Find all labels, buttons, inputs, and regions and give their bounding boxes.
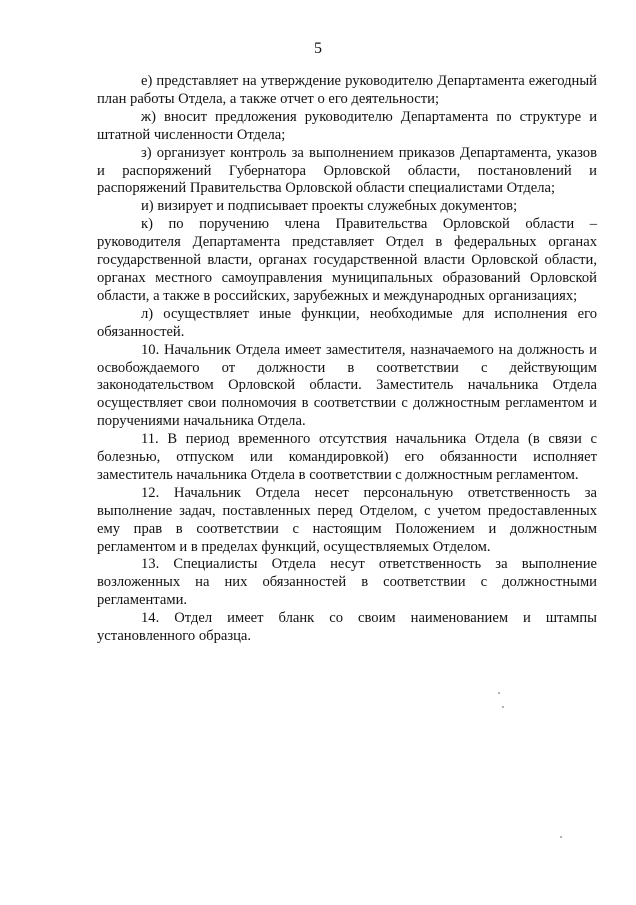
paragraph-10: 10. Начальник Отдела имеет заместителя, назначаемого на должность и освобождаемого от должности в соответствии с действующим законодательством Орловской области. Заместитель начальника Отдела осуществляет свои полномочия в соответствии с должностным регламентом и поручениями начальника Отдела. bbox=[97, 341, 597, 430]
paragraph-14: 14. Отдел имеет бланк со своим наименованием и штампы установленного образца. bbox=[97, 610, 597, 645]
paragraph-k: к) по поручению члена Правительства Орловской области – руководителя Департамента представляет Отдел в федеральных органах государственной власти, органах государственной власти Орловской области, органах местного самоуправления муниципальных образований Орловской области, а также в российских, зарубежных и международных организациях; bbox=[97, 216, 597, 304]
scan-speck bbox=[498, 692, 500, 694]
paragraph-l: л) осуществляет иные функции, необходимые для исполнения его обязанностей. bbox=[97, 305, 597, 340]
paragraph-11: 11. В период временного отсутствия начальника Отдела (в связи с болезнью, отпуском или командировкой) его обязанности исполняет заместитель начальника Отдела в соответствии с должностным регламентом. bbox=[97, 431, 597, 483]
scan-speck bbox=[502, 706, 504, 708]
page-number: 5 bbox=[314, 40, 322, 57]
paragraph-13: 13. Специалисты Отдела несут ответственность за выполнение возложенных на них обязанностей в соответствии с должностными регламентами. bbox=[97, 556, 597, 609]
paragraph-12: 12. Начальник Отдела несет персональную ответственность за выполнение задач, поставленных перед Отделом, с учетом предоставленных ему прав в соответствии с настоящим Положением и должностным регламентом и в пределах функций, осуществляемых Отделом. bbox=[97, 484, 597, 555]
paragraph-zh: ж) вносит предложения руководителю Департамента по структуре и штатной численности Отдела; bbox=[97, 108, 597, 143]
paragraph-z: з) организует контроль за выполнением приказов Департамента, указов и распоряжений Губернатора Орловской области, постановлений и распоряжений Правительства Орловской области специалистами Отдела; bbox=[97, 144, 597, 197]
scan-speck bbox=[560, 836, 562, 838]
paragraph-e: е) представляет на утверждение руководителю Департамента ежегодный план работы Отдела, а также отчет о его деятельности; bbox=[97, 73, 597, 107]
document-body bbox=[97, 73, 597, 646]
paragraph-i: и) визирует и подписывает проекты служебных документов; bbox=[141, 198, 518, 215]
